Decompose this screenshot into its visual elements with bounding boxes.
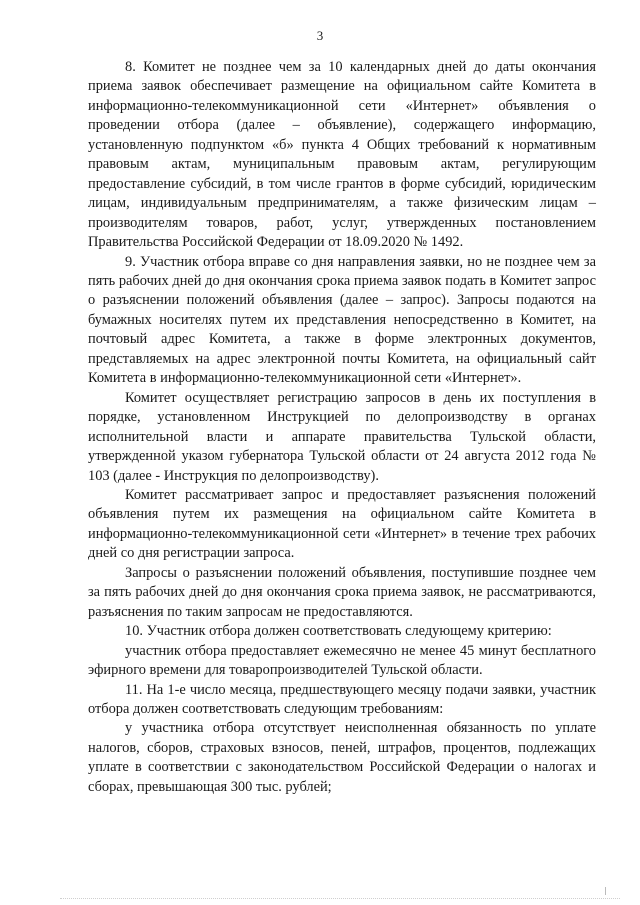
paragraph-9-registration: Комитет осуществляет регистрацию запросов в день их поступления в порядке, установленном Инструкцией по делопроизводству в органах исполнительной власти и аппарате правительства Тульской области, утвержденной указом губернатора Тульской области от 24 августа 2012 года № 103 (далее - Инструкция по делопроизводству).	[88, 389, 596, 484]
page-number: 3	[316, 28, 324, 43]
paragraph-11-requirement: у участника отбора отсутствует неисполненная обязанность по уплате налогов, сборов, страховых взносов, пеней, штрафов, процентов, подлежащих уплате в соответствии с законодательством Российской Федерации о налогах и сборах, превышающая 300 тыс. рублей;	[88, 720, 596, 795]
paragraph-9: 9. Участник отбора вправе со дня направления заявки, но не позднее чем за пять рабочих дней до дня окончания срока приема заявок подать в Комитет запрос о разъяснении положений объявления (далее – запрос). Запросы подаются на бумажных носителях путем их представления непосредственно в Комитет, на почтовый адрес Комитета, а также в форме электронных документов, представляемых на адрес электронной почты Комитета, на официальный сайт Комитета в информационно-телекоммуникационной сети «Интернет».	[88, 253, 596, 387]
paragraph-8: 8. Комитет не позднее чем за 10 календарных дней до даты окончания приема заявок обеспечивает размещение на официальном сайте Комитета в информационно-телекоммуникационной сети «Интернет» объявления о проведении отбора (далее – объявление), содержащего информацию, установленную подпунктом «б» пункта 4 Общих требований к нормативным правовым актам, муниципальным правовым актам, регулирующим предоставление субсидий, в том числе грантов в форме субсидий, юридическим лицам, индивидуальным предпринимателям, а также физическим лицам – производителям товаров, работ, услуг, утвержденных постановлением Правительства Российской Федерации от 18.09.2020 № 1492.	[88, 59, 596, 251]
paragraph-11: 11. На 1-е число месяца, предшествующего месяцу подачи заявки, участник отбора должен соответствовать следующим требованиям:	[88, 681, 596, 717]
paragraph-9-clarification: Комитет рассматривает запрос и предоставляет разъяснения положений объявления путем их размещения на официальном сайте Комитета в информационно-телекоммуникационной сети «Интернет» в течение трех рабочих дней со дня регистрации запроса.	[88, 486, 596, 562]
paragraph-9-late-requests: Запросы о разъяснении положений объявления, поступившие позднее чем за пять рабочих дней до дня окончания срока приема заявок, не рассматриваются, разъяснения по таким запросам не предоставляются.	[88, 564, 596, 620]
scan-artifact-mark	[605, 887, 606, 895]
paragraph-10: 10. Участник отбора должен соответствовать следующему критерию:	[125, 623, 552, 640]
scan-artifact-line	[60, 895, 620, 899]
paragraph-10-criterion: участник отбора предоставляет ежемесячно не менее 45 минут бесплатного эфирного времени для товаропроизводителей Тульской области.	[88, 642, 596, 679]
document-body	[88, 58, 596, 797]
